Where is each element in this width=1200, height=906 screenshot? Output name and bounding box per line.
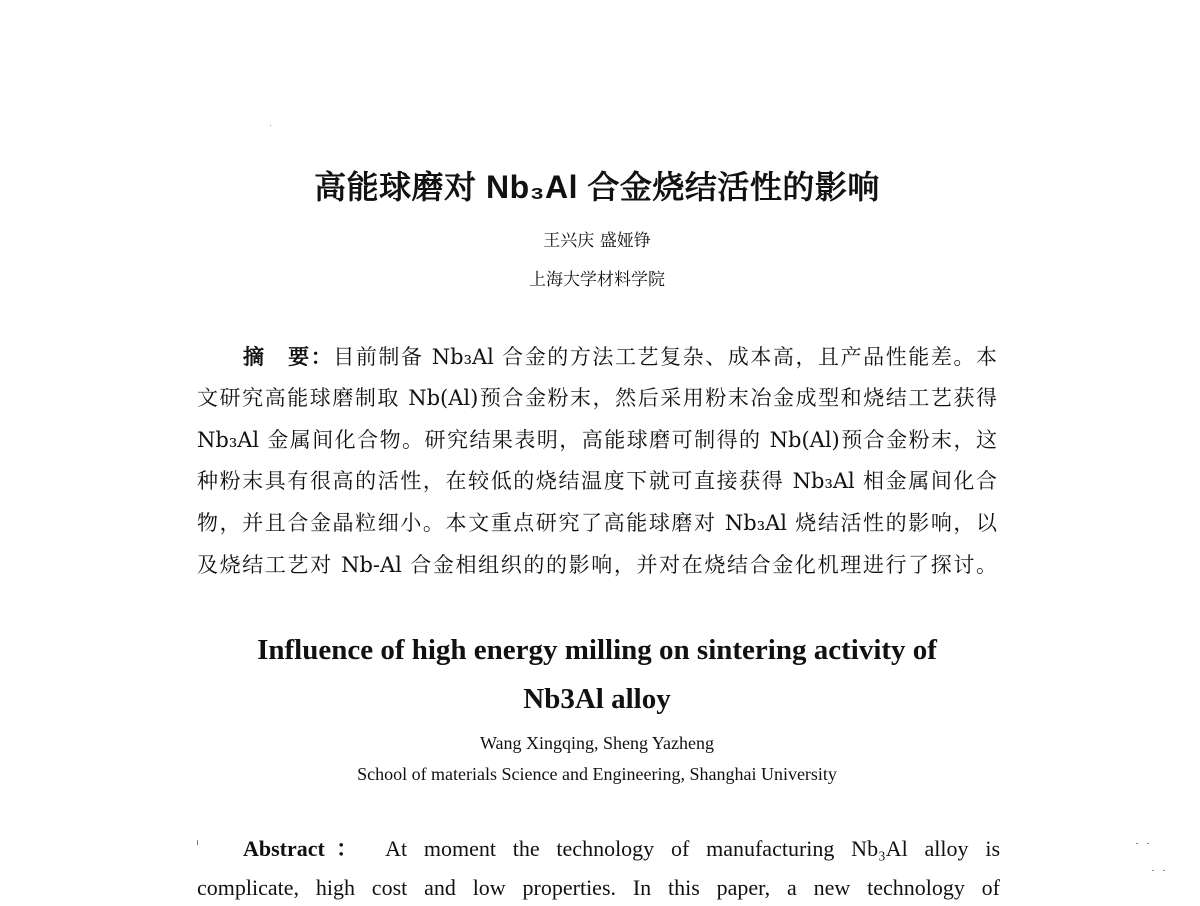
english-abstract — [197, 829, 1000, 906]
scan-speck — [1136, 843, 1138, 844]
scan-speck — [197, 840, 198, 845]
chinese-affiliation: 上海大学材料学院 — [529, 270, 665, 290]
english-abstract-line — [197, 829, 1000, 868]
chinese-abstract-line: 种粉末具有很高的活性，在较低的烧结温度下就可直接获得 Nb₃Al 相金属间化合 — [197, 469, 997, 494]
chinese-abstract-line: 文研究高能球磨制取 Nb(Al)预合金粉末，然后采用粉末冶金成型和烧结工艺获得 — [197, 385, 997, 410]
english-title-line: Nb3Al alloy — [523, 683, 671, 715]
scan-speck — [1147, 843, 1149, 844]
english-authors: Wang Xingqing, Sheng Yazheng — [479, 733, 715, 753]
chinese-abstract-line — [197, 336, 997, 378]
english-affiliation: School of materials Science and Engineering, Shanghai University — [357, 764, 837, 784]
chinese-abstract-line: Nb₃Al 金属间化合物。研究结果表明，高能球磨可制得的 Nb(Al)预合金粉末，这 — [197, 427, 997, 452]
english-abstract-text: At moment the technology of manufacturing Nb₃Al alloy is — [385, 836, 1000, 861]
english-abstract-line: complicate, high cost and low properties. In this paper, a new technology of — [197, 875, 1000, 900]
english-title — [197, 626, 997, 724]
chinese-abstract — [197, 336, 997, 587]
chinese-abstract-label: 摘 要： — [243, 344, 334, 369]
english-title-line: Influence of high energy milling on sintering activity of — [257, 634, 937, 666]
scan-speck — [270, 125, 271, 126]
chinese-abstract-text: 目前制备 Nb₃Al 合金的方法工艺复杂、成本高，且产品性能差。本 — [333, 345, 997, 369]
scan-speck — [1152, 870, 1154, 871]
chinese-title: 高能球磨对 Nb₃Al 合金烧结活性的影响 — [314, 169, 880, 205]
chinese-abstract-line: 及烧结工艺对 Nb-Al 合金相组织的的影响，并对在烧结合金化机理进行了探讨。 — [197, 552, 997, 577]
chinese-abstract-line: 物，并且合金晶粒细小。本文重点研究了高能球磨对 Nb₃Al 烧结活性的影响，以 — [197, 511, 997, 536]
scan-speck — [1163, 870, 1165, 871]
chinese-authors: 王兴庆 盛娅铮 — [543, 231, 651, 251]
english-abstract-label: Abstract： — [243, 836, 370, 861]
